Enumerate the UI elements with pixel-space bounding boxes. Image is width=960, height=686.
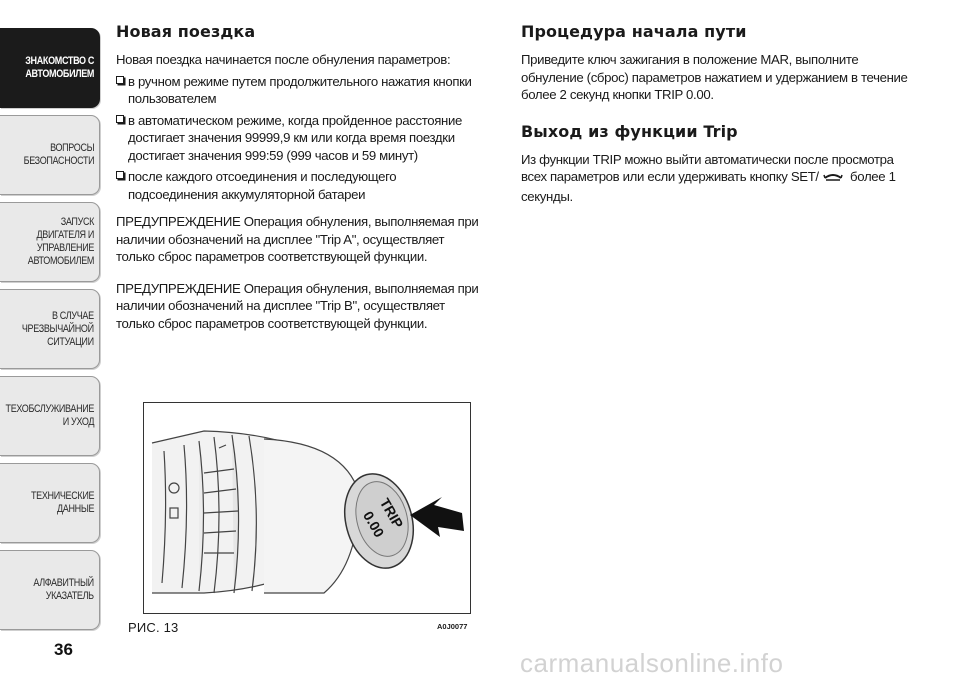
list-item: в ручном режиме путем продолжительного нажатия кнопки пользователем [116,73,486,108]
warning-trip-b: ПРЕДУПРЕЖДЕНИЕ Операция обнуления, выполняемая при наличии обозначений на дисплее "Trip B", осуществляет только сброс параметров соответствующей функции. [116,280,479,331]
tab-label: В СЛУЧАЕ ЧРЕЗВЫЧАЙНОЙ СИТУАЦИИ [22,309,95,348]
button-label-trip: TRIP [376,495,407,531]
left-column [116,22,486,332]
tab-starting-driving[interactable] [0,202,100,282]
tab-index[interactable] [0,550,100,630]
figure-trip-button [143,402,471,614]
tab-label: ЗНАКОМСТВО С АВТОМОБИЛЕМ [25,55,95,80]
checkbox-bullet-icon [116,171,124,179]
exit-trip-text: Из функции TRIP можно выйти автоматически после просмотра всех параметров или если удерживать кнопку SET/ более 1 секунды. [521,151,896,204]
section-title-exit-trip: Выход из функции Trip [521,121,738,141]
start-trip-text: Приведите ключ зажигания в положение MAR, выполните обнуление (сброс) параметров нажатием и удержанием в течение более 2 секунд кнопки TRIP 0.00. [521,52,908,102]
tab-technical-data[interactable] [0,463,100,543]
tab-safety[interactable] [0,115,100,195]
arrow-icon [410,497,464,537]
tab-label: ЗАПУСК ДВИГАТЕЛЯ И УПРАВЛЕНИЕ АВТОМОБИЛЕМ [27,216,95,267]
figure-caption: РИС. 13 [128,620,179,635]
tab-intro[interactable] [0,28,100,108]
warning-trip-a: ПРЕДУПРЕЖДЕНИЕ Операция обнуления, выполняемая при наличии обозначений на дисплее "Trip A", осуществляет только сброс параметров соответствующей функции. [116,214,479,264]
watermark: carmanualsonline.info [520,648,784,678]
checkbox-bullet-icon [116,115,124,123]
tab-emergency[interactable] [0,289,100,369]
page-number: 36 [54,640,73,659]
steering-stalk-illustration [144,403,470,613]
intro-text: Новая поездка начинается после обнуления параметров: [116,52,451,67]
reset-conditions-list [116,73,486,204]
section-title-new-trip: Новая поездка [116,22,256,41]
list-item: в автоматическом режиме, когда пройденное расстояние достигает значения 99999,9 км или когда время поездки достигает значения 999:59 (999 часов и 59 минут) [116,112,486,165]
list-item: после каждого отсоединения и последующего подсоединения аккумуляторной батареи [116,168,486,203]
tab-label: ТЕХНИЧЕСКИЕ ДАННЫЕ [30,490,95,515]
tab-label: ВОПРОСЫ БЕЗОПАСНОСТИ [23,142,95,167]
tab-maintenance[interactable] [0,376,100,456]
button-label-value: 0.00 [360,508,388,540]
right-column [521,22,921,205]
checkbox-bullet-icon [116,76,124,84]
figure-code: A0J0077 [437,622,468,631]
section-title-start-trip: Процедура начала пути [521,22,747,41]
settings-wheel-icon [823,170,843,188]
tab-label: АЛФАВИТНЫЙ УКАЗАТЕЛЬ [33,577,95,602]
tab-label: ТЕХОБСЛУЖИВАНИЕ И УХОД [5,403,95,428]
